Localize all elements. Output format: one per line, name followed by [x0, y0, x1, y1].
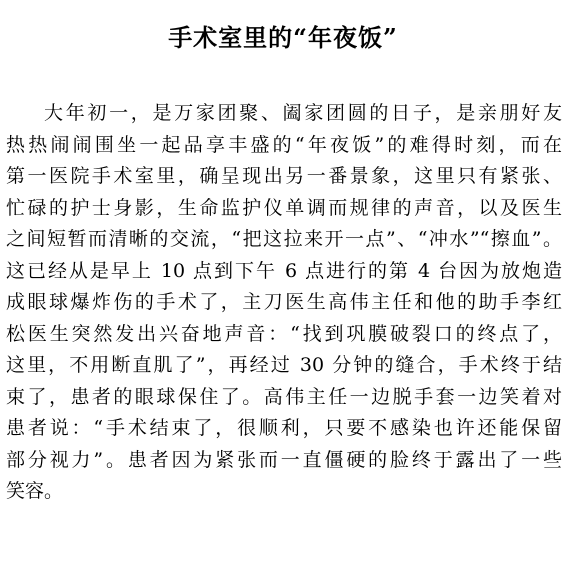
paragraph-line: 热热闹闹围坐一起品享丰盛的“年夜饭”的难得时刻，而在 [6, 133, 562, 156]
paragraph-line: 忙碌的护士身影，生命监护仪单调而规律的声音，以及医生 [6, 196, 562, 219]
article-title: 手术室里的“年夜饭” [168, 23, 398, 52]
paragraph-line: 成眼球爆炸伤的手术了，主刀医生高伟主任和他的助手李红 [6, 291, 562, 313]
article-body [6, 98, 562, 508]
paragraph-line: 部分视力”。患者因为紧张而一直僵硬的脸终于露出了一些 [6, 448, 562, 471]
paragraph-line: 松医生突然发出兴奋地声音：“找到巩膜破裂口的终点了， [6, 322, 562, 345]
paragraph-line: 笑容。 [6, 480, 64, 502]
paragraph-line: 之间短暂而清晰的交流，“把这拉来开一点”、“冲水”“擦血”。 [6, 228, 562, 250]
paragraph-line: 束了，患者的眼球保住了。高伟主任一边脱手套一边笑着对 [6, 385, 562, 408]
paragraph-line: 第一医院手术室里，确呈现出另一番景象，这里只有紧张、 [6, 165, 562, 187]
paragraph-line: 患者说：“手术结束了，很顺利，只要不感染也许还能保留 [6, 417, 562, 439]
paragraph-line: 这里，不用断直肌了”，再经过 30 分钟的缝合，手术终于结 [6, 354, 562, 376]
paragraph-line: 这已经从是早上 10 点到下午 6 点进行的第 4 台因为放炮造 [6, 259, 562, 282]
paragraph-line: 大年初一，是万家团聚、阖家团圆的日子，是亲朋好友 [44, 102, 562, 124]
